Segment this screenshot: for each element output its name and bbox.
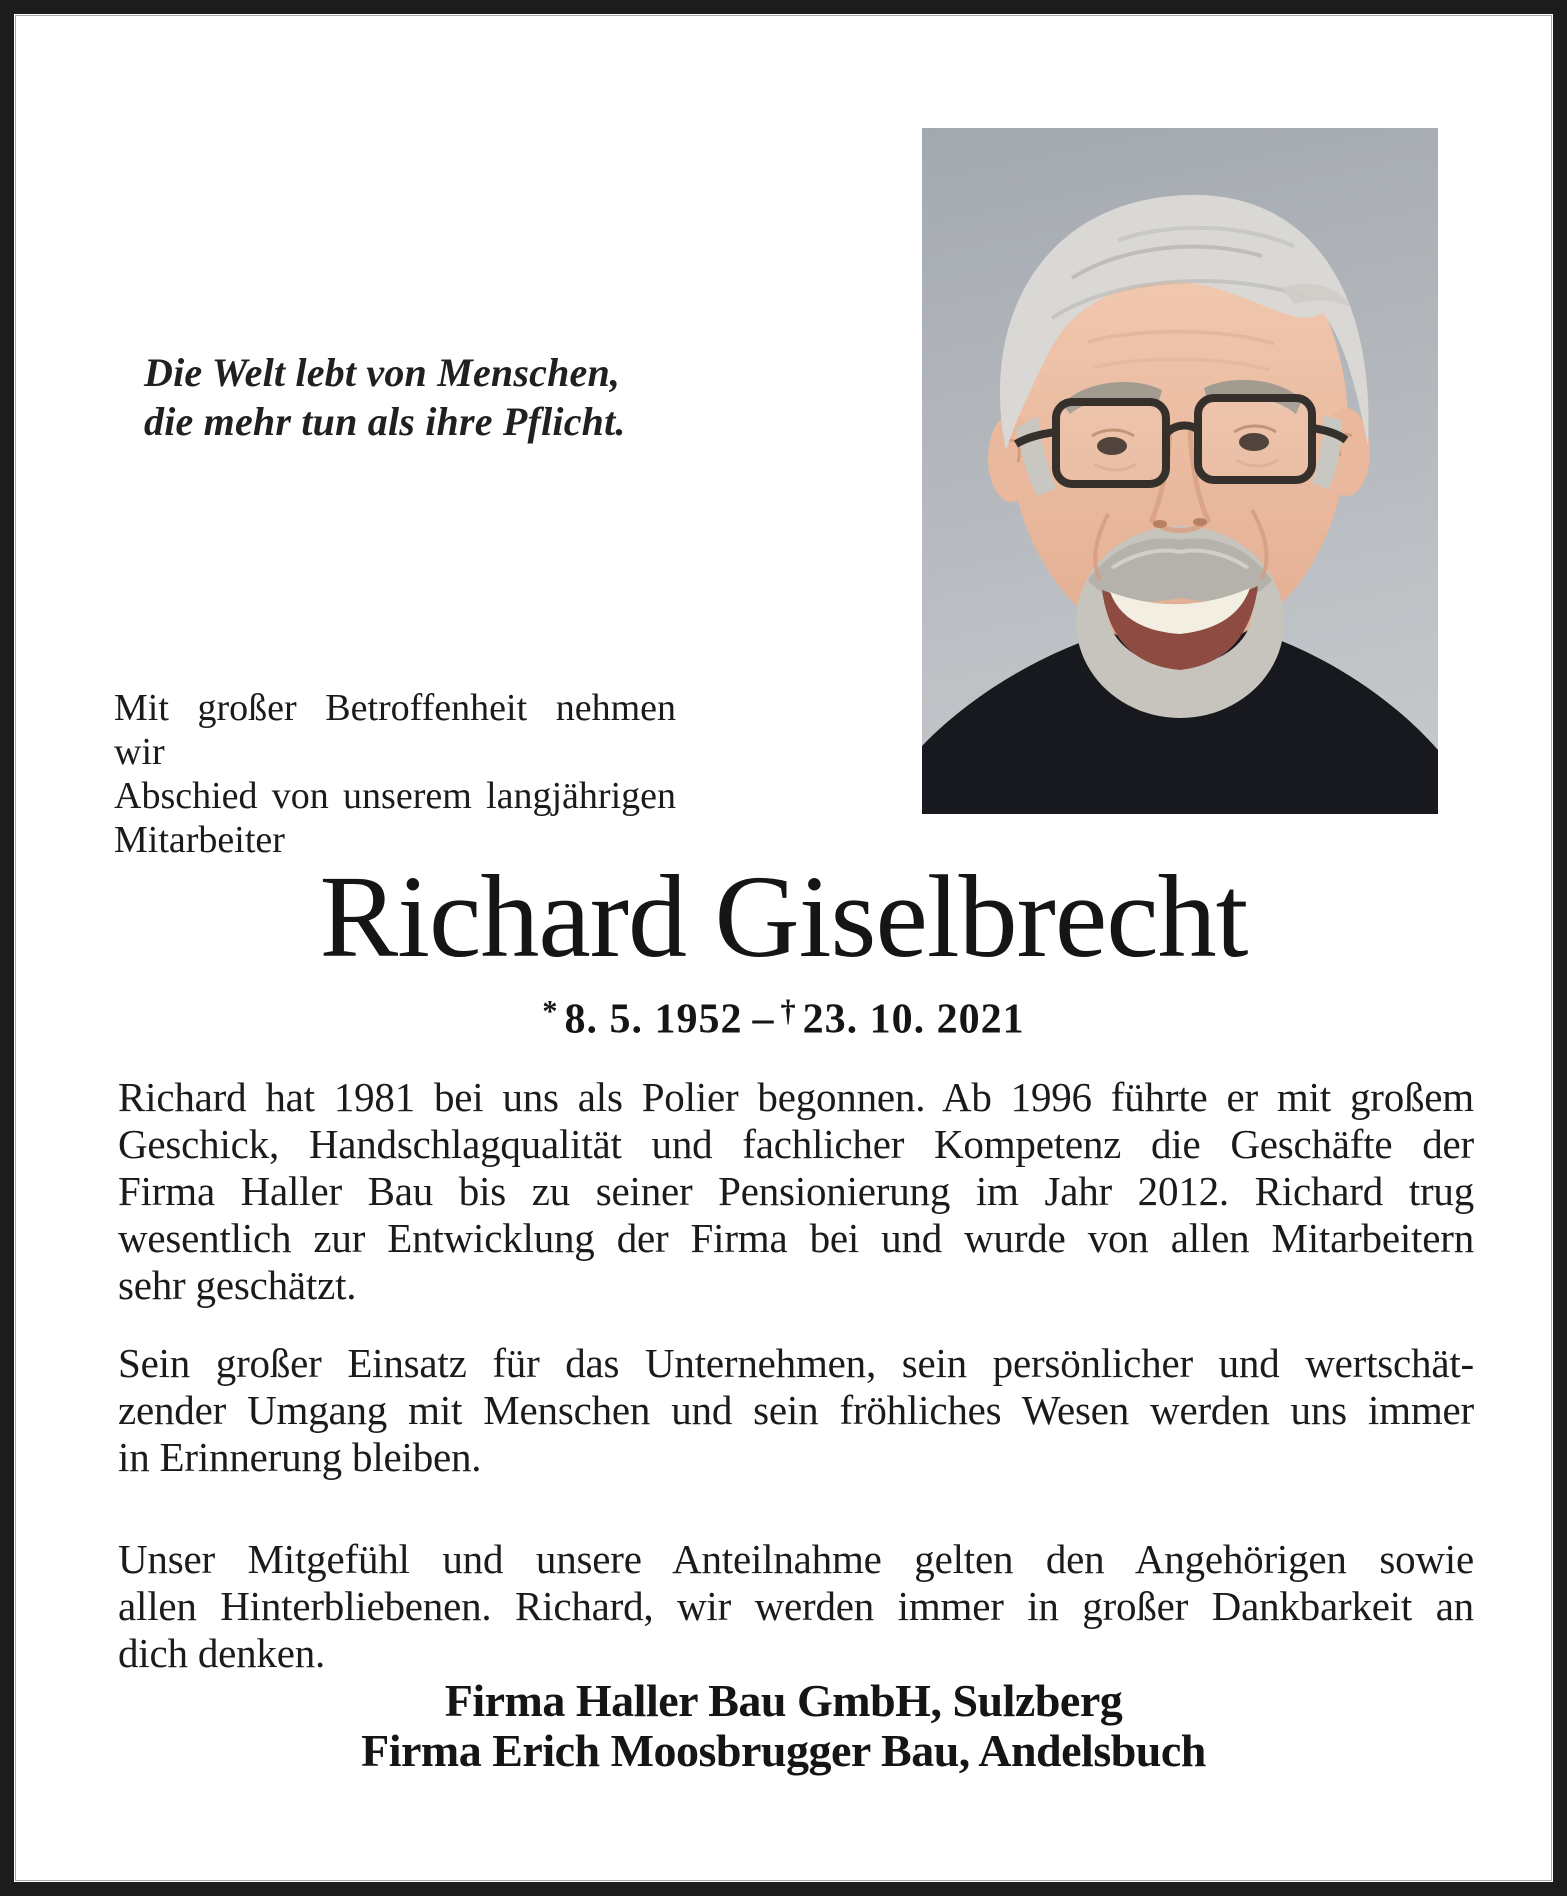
company-name: Firma Haller Bau GmbH, Sulzberg (444, 1675, 1123, 1726)
body-line: zender Umgang mit Menschen und sein fröhliches Wesen werden uns immer (118, 1387, 1474, 1433)
body-line: wesentlich zur Entwicklung der Firma bei und wurde von allen Mitarbeitern (118, 1215, 1474, 1261)
death-date: 23. 10. 2021 (802, 996, 1025, 1043)
body-paragraph-3 (118, 1536, 1474, 1677)
quote-line: Die Welt lebt von Menschen, (144, 350, 621, 395)
body-line: Firma Haller Bau bis zu seiner Pensionierung im Jahr 2012. Richard trug (118, 1168, 1474, 1214)
body-line: in Erinnerung bleiben. (118, 1434, 482, 1480)
death-symbol: † (780, 994, 797, 1028)
portrait-illustration (922, 128, 1438, 814)
date-separator: – (752, 996, 775, 1043)
birth-date: 8. 5. 1952 (564, 996, 743, 1043)
obituary-sheet (14, 14, 1553, 1882)
body-line: Sein großer Einsatz für das Unternehmen, sein persönlicher und wertschät- (118, 1340, 1474, 1386)
intro-line: Mit großer Betroffenheit nehmen wir (114, 687, 676, 773)
life-dates (14, 994, 1553, 1043)
intro-line: Mitarbeiter (114, 819, 285, 861)
body-line: Geschick, Handschlagqualität und fachlicher Kompetenz die Geschäfte der (118, 1121, 1474, 1167)
intro-paragraph (114, 686, 676, 862)
body-line: Richard hat 1981 bei uns als Polier begonnen. Ab 1996 führte er mit großem (118, 1074, 1474, 1120)
body-line: sehr geschätzt. (118, 1262, 357, 1308)
motto-quote (144, 348, 626, 446)
quote-line: die mehr tun als ihre Pflicht. (144, 399, 626, 444)
company-name: Firma Erich Moosbrugger Bau, Andelsbuch (361, 1725, 1206, 1776)
body-line: dich denken. (118, 1630, 326, 1676)
intro-line: Abschied von unserem langjährigen (114, 775, 676, 817)
body-paragraph-2 (118, 1340, 1474, 1481)
deceased-name: Richard Giselbrecht (319, 851, 1248, 982)
signing-companies (14, 1676, 1553, 1776)
body-line: allen Hinterbliebenen. Richard, wir werden immer in großer Dankbarkeit an (118, 1583, 1474, 1629)
portrait-photo (922, 128, 1438, 814)
body-line: Unser Mitgefühl und unsere Anteilnahme gelten den Angehörigen sowie (118, 1536, 1474, 1582)
body-paragraph-1 (118, 1074, 1474, 1309)
birth-symbol: * (542, 994, 559, 1028)
